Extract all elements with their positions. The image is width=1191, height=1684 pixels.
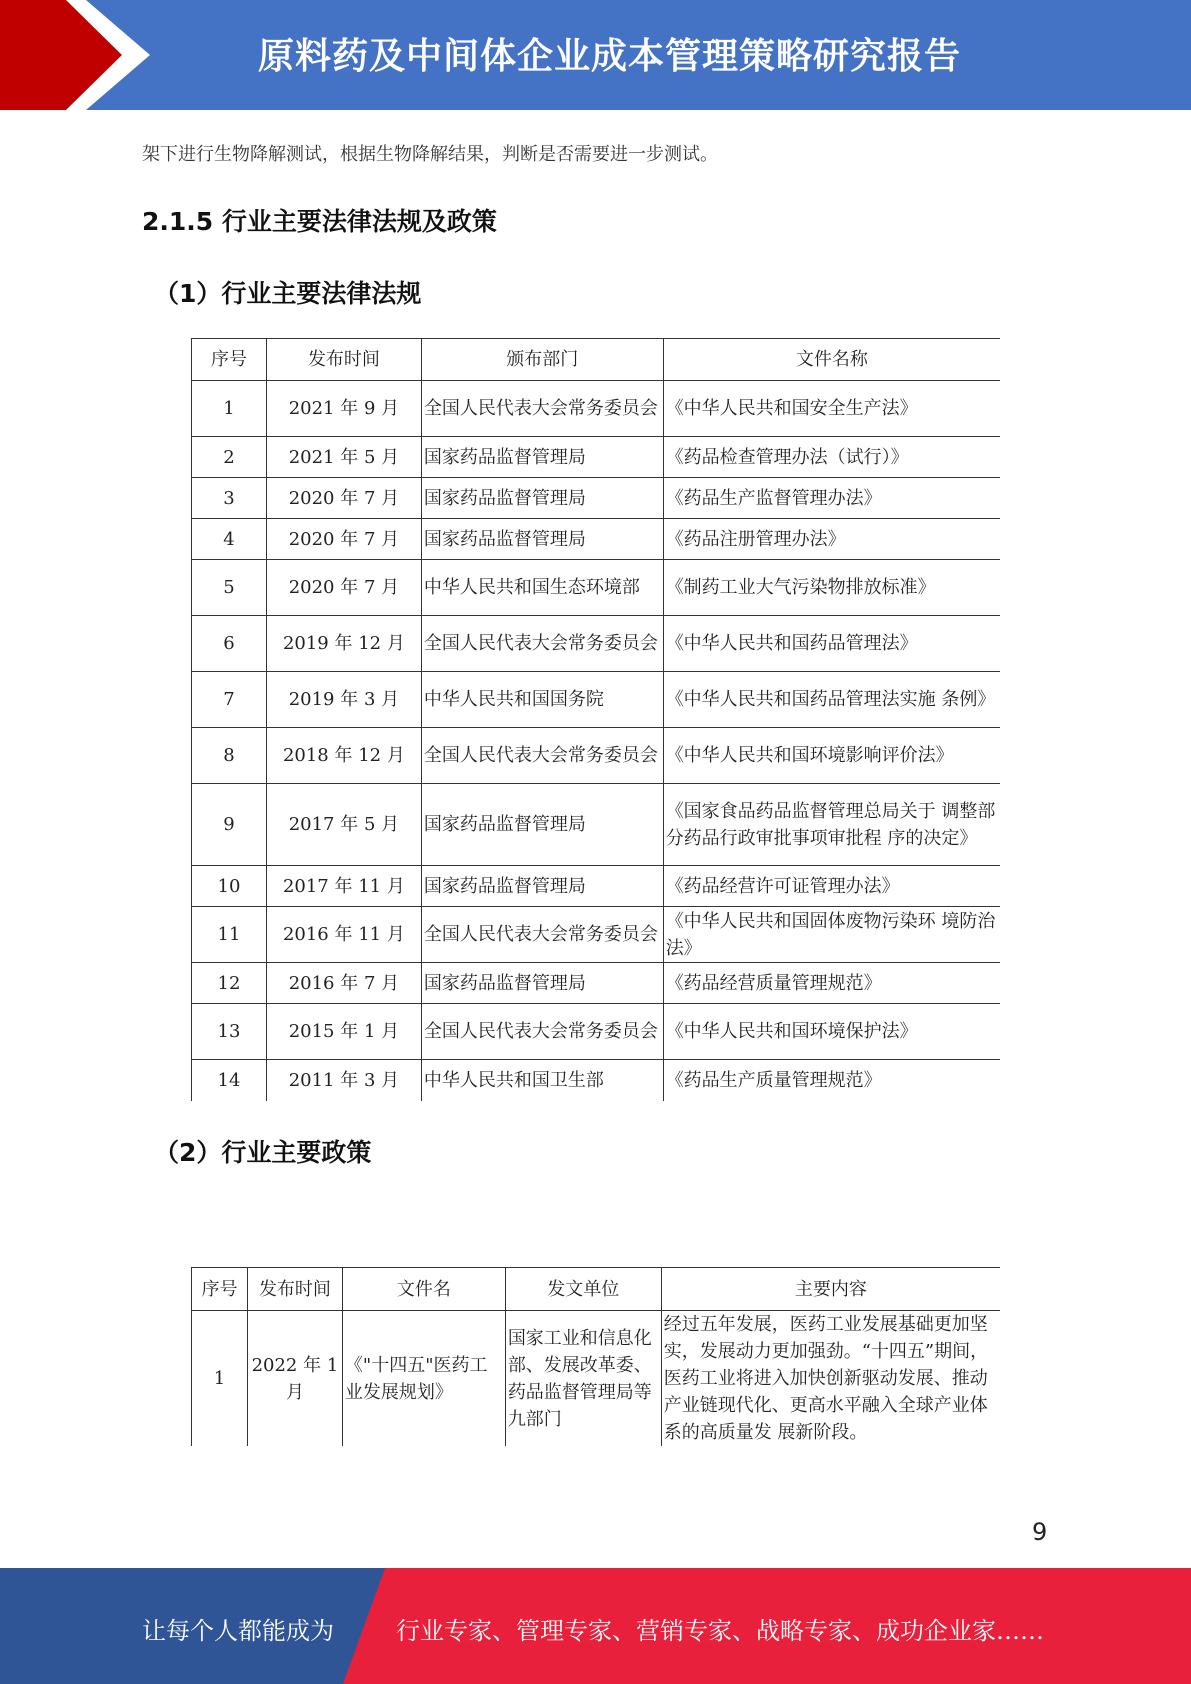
table-row bbox=[192, 616, 1001, 672]
table-cell: 2017 年 11 月 bbox=[266, 866, 421, 907]
laws-table bbox=[191, 338, 1000, 1101]
table-cell: 全国人民代表大会常务委员会 bbox=[421, 728, 663, 784]
table-cell: 2 bbox=[192, 437, 267, 478]
table-cell: 11 bbox=[192, 907, 267, 963]
section-heading: 2.1.5 行业主要法律法规及政策 bbox=[142, 207, 497, 236]
table-cell: 《中华人民共和国药品管理法实施 条例》 bbox=[663, 672, 1000, 728]
table-cell: 国家药品监督管理局 bbox=[421, 784, 663, 866]
table-cell: 《药品生产监督管理办法》 bbox=[663, 478, 1000, 519]
table-cell: 13 bbox=[192, 1004, 267, 1060]
table-cell: 《药品生产质量管理规范》 bbox=[663, 1060, 1000, 1101]
table-cell: 全国人民代表大会常务委员会 bbox=[421, 616, 663, 672]
table-cell: 14 bbox=[192, 1060, 267, 1101]
intro-paragraph: 架下进行生物降解测试，根据生物降解结果，判断是否需要进一步测试。 bbox=[142, 144, 718, 165]
table-cell: 1 bbox=[192, 1311, 248, 1447]
table-cell: 《中华人民共和国固体废物污染环 境防治法》 bbox=[663, 907, 1000, 963]
table-cell: 全国人民代表大会常务委员会 bbox=[421, 381, 663, 437]
table-cell: 2021 年 5 月 bbox=[266, 437, 421, 478]
column-header: 颁布部门 bbox=[421, 339, 663, 381]
policies-table bbox=[191, 1267, 1000, 1446]
table-cell: 3 bbox=[192, 478, 267, 519]
table-cell: 《中华人民共和国环境保护法》 bbox=[663, 1004, 1000, 1060]
table-cell: 经过五年发展，医药工业发展基础更加坚实，发展动力更加强劲。“十四五”期间，医药工业将进入加快创新驱动发展、推动产业链现代化、更高水平融入全球产业体系的高质量发 展新阶段。 bbox=[661, 1311, 1000, 1447]
table-cell: 2018 年 12 月 bbox=[266, 728, 421, 784]
column-header: 序号 bbox=[192, 339, 267, 381]
table-cell: 国家药品监督管理局 bbox=[421, 478, 663, 519]
table-cell: 2020 年 7 月 bbox=[266, 519, 421, 560]
laws-heading: （1）行业主要法律法规 bbox=[154, 279, 422, 308]
table-cell: 《药品注册管理办法》 bbox=[663, 519, 1000, 560]
table-cell: 国家工业和信息化部、发展改革委、药品监督管理局等九部门 bbox=[505, 1311, 661, 1447]
column-header: 发布时间 bbox=[247, 1268, 342, 1311]
column-header: 发布时间 bbox=[266, 339, 421, 381]
table-row bbox=[192, 381, 1001, 437]
table-cell: 全国人民代表大会常务委员会 bbox=[421, 1004, 663, 1060]
table-cell: 国家药品监督管理局 bbox=[421, 963, 663, 1004]
table-cell: 《制药工业大气污染物排放标准》 bbox=[663, 560, 1000, 616]
page-number: 9 bbox=[1032, 1518, 1048, 1546]
table-cell: 全国人民代表大会常务委员会 bbox=[421, 907, 663, 963]
table-cell: 2020 年 7 月 bbox=[266, 560, 421, 616]
table-row bbox=[192, 907, 1001, 963]
table-row bbox=[192, 519, 1001, 560]
table-row bbox=[192, 672, 1001, 728]
table-header-row bbox=[192, 339, 1001, 381]
page-footer bbox=[0, 1568, 1191, 1684]
policies-heading: （2）行业主要政策 bbox=[154, 1138, 372, 1167]
table-row bbox=[192, 784, 1001, 866]
table-cell: 《"十四五"医药工业发展规划》 bbox=[342, 1311, 505, 1447]
column-header: 文件名称 bbox=[663, 339, 1000, 381]
column-header: 序号 bbox=[192, 1268, 248, 1311]
table-cell: 6 bbox=[192, 616, 267, 672]
table-row bbox=[192, 437, 1001, 478]
table-cell: 9 bbox=[192, 784, 267, 866]
table-cell: 2019 年 12 月 bbox=[266, 616, 421, 672]
table-cell: 《药品经营质量管理规范》 bbox=[663, 963, 1000, 1004]
table-cell: 2017 年 5 月 bbox=[266, 784, 421, 866]
table-row bbox=[192, 963, 1001, 1004]
table-cell: 12 bbox=[192, 963, 267, 1004]
table-cell: 2020 年 7 月 bbox=[266, 478, 421, 519]
column-header: 主要内容 bbox=[661, 1268, 1000, 1311]
table-row bbox=[192, 728, 1001, 784]
table-cell: 7 bbox=[192, 672, 267, 728]
table-cell: 中华人民共和国生态环境部 bbox=[421, 560, 663, 616]
table-cell: 2019 年 3 月 bbox=[266, 672, 421, 728]
table-cell: 国家药品监督管理局 bbox=[421, 437, 663, 478]
table-row bbox=[192, 478, 1001, 519]
table-cell: 中华人民共和国国务院 bbox=[421, 672, 663, 728]
table-cell: 5 bbox=[192, 560, 267, 616]
column-header: 文件名 bbox=[342, 1268, 505, 1311]
table-cell: 1 bbox=[192, 381, 267, 437]
table-cell: 2022 年 1 月 bbox=[247, 1311, 342, 1447]
table-cell: 2016 年 11 月 bbox=[266, 907, 421, 963]
footer-slogan-left: 让每个人都能成为 bbox=[142, 1617, 334, 1645]
table-row bbox=[192, 1311, 1001, 1447]
table-cell: 4 bbox=[192, 519, 267, 560]
table-cell: 《中华人民共和国安全生产法》 bbox=[663, 381, 1000, 437]
report-title: 原料药及中间体企业成本管理策略研究报告 bbox=[258, 36, 962, 77]
table-cell: 《国家食品药品监督管理总局关于 调整部分药品行政审批事项审批程 序的决定》 bbox=[663, 784, 1000, 866]
footer-slogan-right: 行业专家、管理专家、营销专家、战略专家、成功企业家…… bbox=[396, 1617, 1044, 1645]
table-row bbox=[192, 866, 1001, 907]
column-header: 发文单位 bbox=[505, 1268, 661, 1311]
table-cell: 《中华人民共和国环境影响评价法》 bbox=[663, 728, 1000, 784]
table-cell: 2015 年 1 月 bbox=[266, 1004, 421, 1060]
table-cell: 10 bbox=[192, 866, 267, 907]
page-header bbox=[0, 0, 1191, 110]
table-row bbox=[192, 560, 1001, 616]
table-cell: 《中华人民共和国药品管理法》 bbox=[663, 616, 1000, 672]
table-cell: 8 bbox=[192, 728, 267, 784]
table-cell: 《药品检查管理办法（试行）》 bbox=[663, 437, 1000, 478]
table-row bbox=[192, 1060, 1001, 1101]
table-cell: 2011 年 3 月 bbox=[266, 1060, 421, 1101]
table-cell: 《药品经营许可证管理办法》 bbox=[663, 866, 1000, 907]
table-cell: 国家药品监督管理局 bbox=[421, 519, 663, 560]
table-header-row bbox=[192, 1268, 1001, 1311]
table-cell: 2016 年 7 月 bbox=[266, 963, 421, 1004]
table-cell: 2021 年 9 月 bbox=[266, 381, 421, 437]
table-cell: 中华人民共和国卫生部 bbox=[421, 1060, 663, 1101]
table-row bbox=[192, 1004, 1001, 1060]
table-cell: 国家药品监督管理局 bbox=[421, 866, 663, 907]
